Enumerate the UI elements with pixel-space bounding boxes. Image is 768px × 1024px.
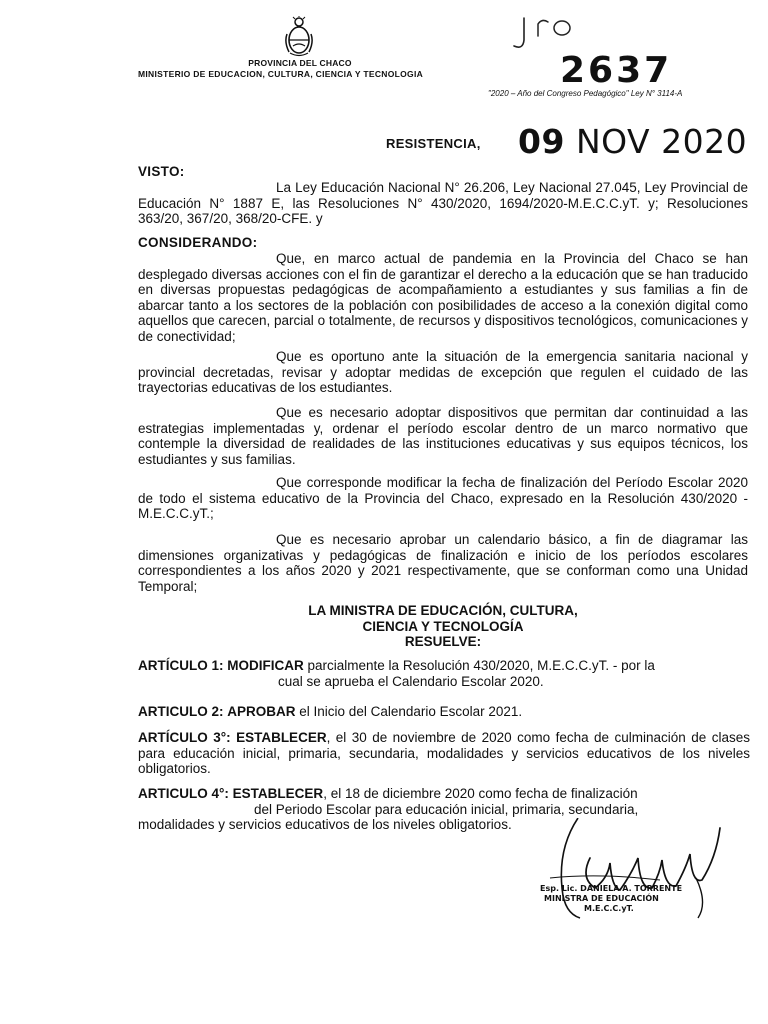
- visto-paragraph: [138, 180, 748, 227]
- article-text-cont: modalidades y servicios educativos de los niveles obligatorios.: [138, 817, 512, 832]
- article-text-cont: del Periodo Escolar para educación inicial, primaria, secundaria,: [254, 801, 639, 817]
- date-month-year: NOV 2020: [575, 122, 748, 161]
- visto-heading: VISTO:: [138, 164, 185, 179]
- article-text: el Inicio del Calendario Escolar 2021.: [295, 704, 523, 719]
- coat-of-arms-icon: [284, 16, 314, 58]
- considerando-heading: CONSIDERANDO:: [138, 235, 258, 250]
- signer-name: Esp. Lic. DANIELA A. TORRENTE: [540, 884, 683, 893]
- resolve-line-2: CIENCIA Y TECNOLOGÍA: [362, 618, 524, 634]
- article-3: [138, 730, 750, 777]
- resolve-line-1: LA MINISTRA DE EDUCACIÓN, CULTURA,: [308, 603, 578, 618]
- article-verb: MODIFICAR: [227, 658, 304, 673]
- article-label: ARTÍCULO 1:: [138, 658, 224, 673]
- considerando-paragraph-5: [138, 532, 748, 594]
- header-province: PROVINCIA DEL CHACO: [248, 58, 352, 68]
- article-label: ARTICULO 2:: [138, 704, 224, 719]
- handwritten-note: [508, 10, 588, 54]
- paragraph-text: Que es necesario adoptar dispositivos que permitan dar continuidad a las estrategias implementadas y, ordenar el período escolar dentro de un marco normativo que contemple la diversidad de realidades de las instituciones educativas y sus equipos técnicos, los estudiantes y sus familias.: [138, 405, 748, 467]
- visto-text: La Ley Educación Nacional N° 26.206, Ley Nacional 27.045, Ley Provincial de Educación N° 1887 E, las Resoluciones N° 430/2020, 1694/2020-M.E.C.C.yT. y; Resoluciones 363/20, 367/20, 368/20-CFE. y: [138, 180, 748, 226]
- signer-ministry: M.E.C.C.yT.: [584, 904, 634, 913]
- article-2: [138, 704, 750, 720]
- considerando-paragraph-3: [138, 405, 748, 467]
- article-text: parcialmente la Resolución 430/2020, M.E.C.C.yT. - por la: [303, 658, 655, 673]
- document-number: 2637: [560, 50, 673, 91]
- considerando-paragraph-4: [138, 475, 748, 522]
- paragraph-text: Que es necesario aprobar un calendario básico, a fin de diagramar las dimensiones organizativas y pedagógicas de finalización e inicio de los períodos escolares correspondientes a los años 2020 y 2021 respectivamente, que se conforman como una Unidad Temporal;: [138, 532, 748, 594]
- article-text: , el 18 de diciembre 2020 como fecha de finalización: [323, 786, 638, 801]
- city-label: RESISTENCIA,: [386, 136, 481, 151]
- year-motto: "2020 – Año del Congreso Pedagógico" Ley N° 3114-A: [488, 89, 683, 98]
- paragraph-text: Que es oportuno ante la situación de la emergencia sanitaria nacional y provincial decretadas, revisar y adoptar medidas de excepción que regulen el cuidado de las trayectorias educativas de los estudiantes.: [138, 349, 748, 395]
- signature-block: [540, 884, 682, 914]
- header-ministry: MINISTERIO DE EDUCACION, CULTURA, CIENCIA Y TECNOLOGIA: [138, 69, 424, 79]
- article-verb: ESTABLECER: [232, 786, 324, 801]
- resolve-line-3: RESUELVE:: [404, 634, 482, 649]
- considerando-paragraph-1: [138, 251, 748, 344]
- article-label: ARTÍCULO 3°:: [138, 730, 231, 745]
- article-verb: ESTABLECER: [236, 730, 327, 745]
- date-day: 09: [518, 122, 565, 161]
- article-text: , el 30 de noviembre de 2020 como fecha de culminación de clases para educación inicial, primaria, secundaria, modalidades y servicios educativos de los niveles obligatorios.: [138, 730, 750, 776]
- signer-title: MINISTRA DE EDUCACIÓN: [544, 894, 659, 903]
- paragraph-text: Que corresponde modificar la fecha de finalización del Período Escolar 2020 de todo el sistema educativo de la Provincia del Chaco, expresado en la Resolución 430/2020 - M.E.C.C.yT.;: [138, 475, 748, 521]
- article-label: ARTICULO 4°:: [138, 786, 229, 801]
- paragraph-text: Que, en marco actual de pandemia en la Provincia del Chaco se han desplegado diversas acciones con el fin de garantizar el derecho a la educación que se han traducido en diversas propuestas pedagógicas de acompañamiento a estudiantes y sus familias a fin de abarcar tanto a los sectores de la población con posibilidades de acceso a la conexión digital como aquellos que carecen, parcial o totalmente, de recursos y dispositivos tecnológicos, comunicaciones y de conectividad;: [138, 251, 748, 344]
- article-1: [138, 658, 750, 689]
- resolve-heading: [138, 603, 748, 650]
- considerando-paragraph-2: [138, 349, 748, 396]
- stamped-date: [518, 122, 747, 161]
- article-text-cont: cual se aprueba el Calendario Escolar 2020.: [278, 673, 544, 689]
- article-verb: APROBAR: [227, 704, 296, 719]
